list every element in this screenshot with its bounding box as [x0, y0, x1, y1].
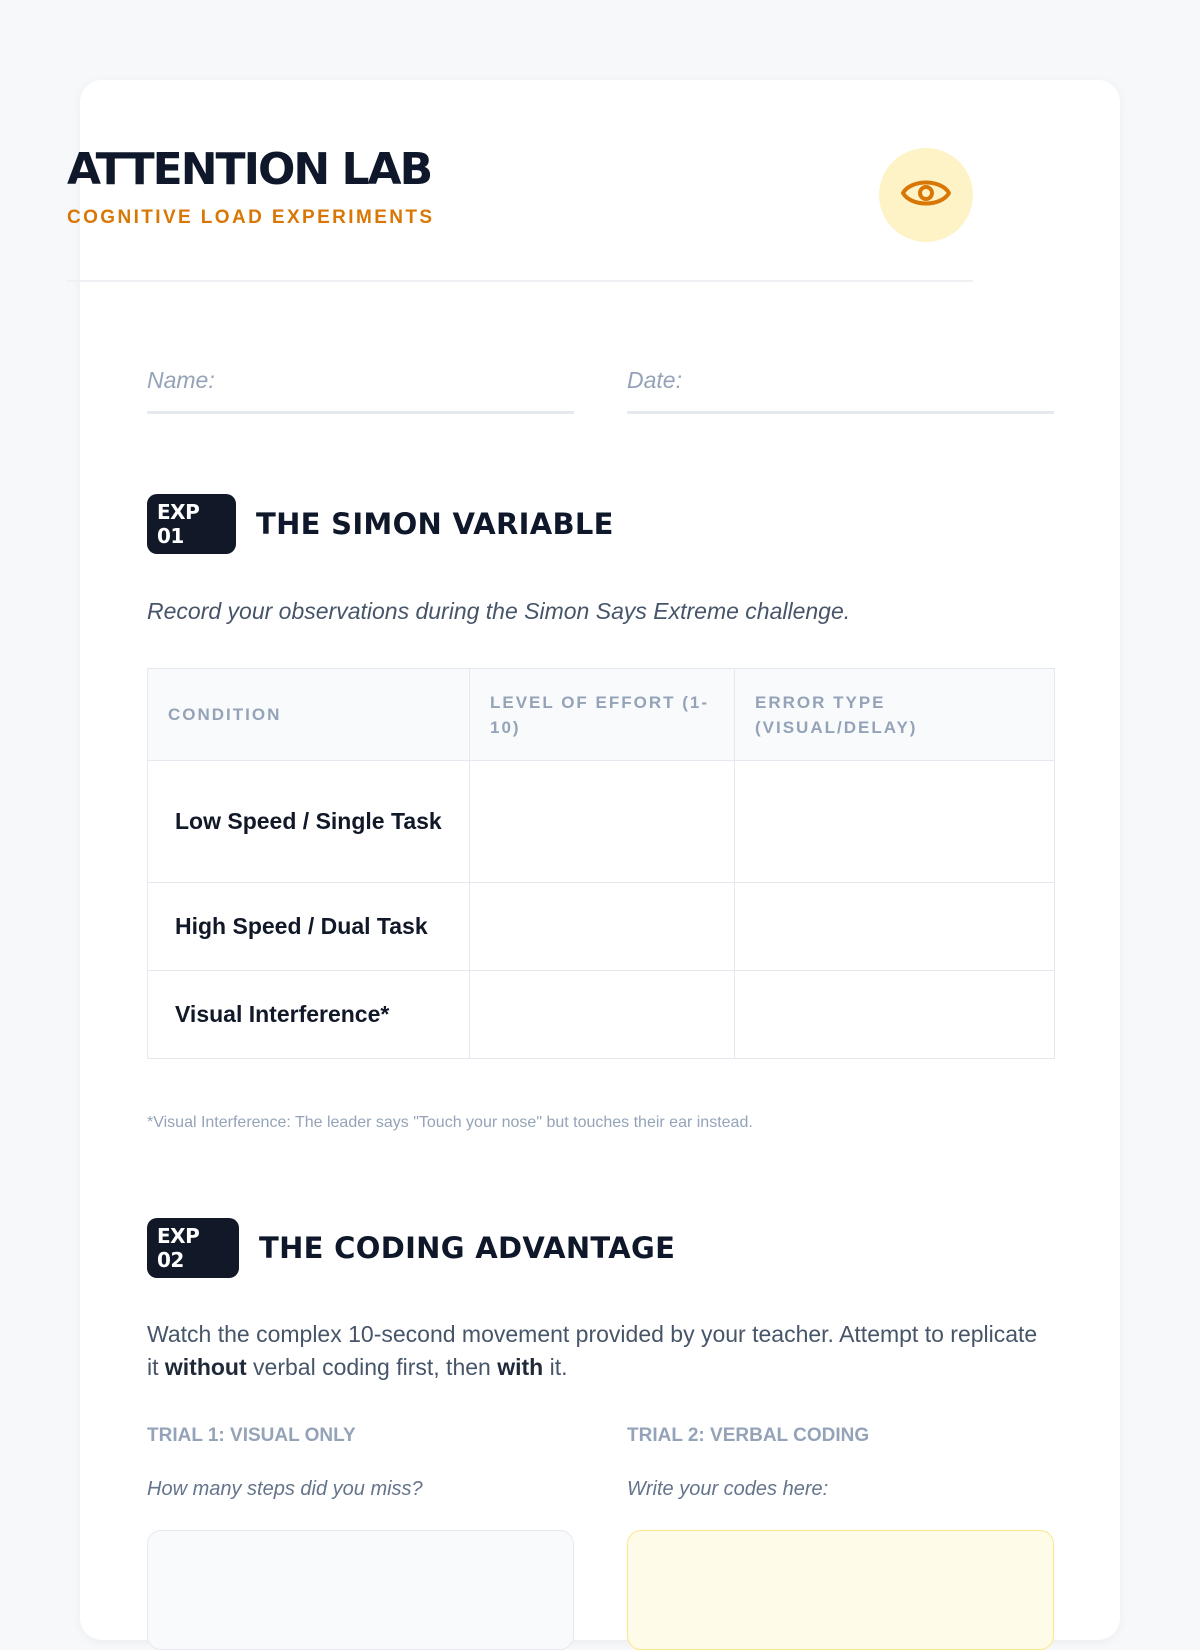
table-row — [148, 883, 1055, 971]
trial1-label: TRIAL 1: VISUAL ONLY — [147, 1425, 356, 1446]
exp2-title: THE CODING ADVANTAGE — [259, 1231, 676, 1265]
table-row — [148, 971, 1055, 1059]
table-header-row — [148, 669, 1055, 761]
exp2-intro-emphasis-with: with — [497, 1354, 544, 1380]
column-header-condition: CONDITION — [148, 669, 470, 761]
trial2-label: TRIAL 2: VERBAL CODING — [627, 1425, 870, 1446]
exp1-header — [147, 494, 614, 554]
exp2-intro-text: verbal coding first, then — [246, 1354, 498, 1380]
error-cell[interactable] — [735, 883, 1055, 971]
error-cell[interactable] — [735, 971, 1055, 1059]
student-info-fields — [147, 356, 1053, 414]
worksheet-header — [67, 70, 973, 282]
condition-cell: High Speed / Dual Task — [148, 883, 470, 971]
trial2-answer-box[interactable] — [627, 1530, 1054, 1650]
exp2-intro-emphasis-without: without — [164, 1354, 247, 1380]
trial1-prompt: How many steps did you miss? — [147, 1478, 423, 1500]
exp1-footnote: *Visual Interference: The leader says "Touch your nose" but touches their ear instead. — [147, 1114, 753, 1131]
name-field[interactable] — [147, 356, 574, 414]
date-field-label: Date: — [627, 367, 682, 393]
trial2-prompt: Write your codes here: — [627, 1478, 829, 1500]
exp2-intro-text: it. — [543, 1354, 568, 1380]
date-field[interactable] — [627, 356, 1054, 414]
exp2-intro-text: Watch the complex 10-second movement provided by your teacher. Attempt to replicate it — [147, 1321, 1038, 1380]
effort-cell[interactable] — [470, 971, 735, 1059]
column-header-effort: LEVEL OF EFFORT (1-10) — [470, 669, 735, 761]
effort-cell[interactable] — [470, 883, 735, 971]
name-field-label: Name: — [147, 367, 215, 393]
condition-cell: Visual Interference* — [148, 971, 470, 1059]
eye-badge — [879, 148, 973, 242]
page-title: ATTENTION LAB — [67, 144, 432, 195]
table-row — [148, 761, 1055, 883]
exp1-title: THE SIMON VARIABLE — [256, 507, 614, 541]
exp2-intro — [147, 1318, 1053, 1384]
exp1-intro: Record your observations during the Simon Says Extreme challenge. — [147, 598, 851, 624]
simon-table — [147, 668, 1055, 1059]
eye-icon — [900, 167, 952, 224]
effort-cell[interactable] — [470, 761, 735, 883]
trial1-answer-box[interactable] — [147, 1530, 574, 1650]
condition-cell: Low Speed / Single Task — [148, 761, 470, 883]
exp2-header — [147, 1218, 675, 1278]
page-subtitle: COGNITIVE LOAD EXPERIMENTS — [67, 207, 435, 228]
error-cell[interactable] — [735, 761, 1055, 883]
exp2-tag: EXP 02 — [147, 1218, 239, 1278]
exp1-tag: EXP 01 — [147, 494, 236, 554]
column-header-error: ERROR TYPE (VISUAL/DELAY) — [735, 669, 1055, 761]
